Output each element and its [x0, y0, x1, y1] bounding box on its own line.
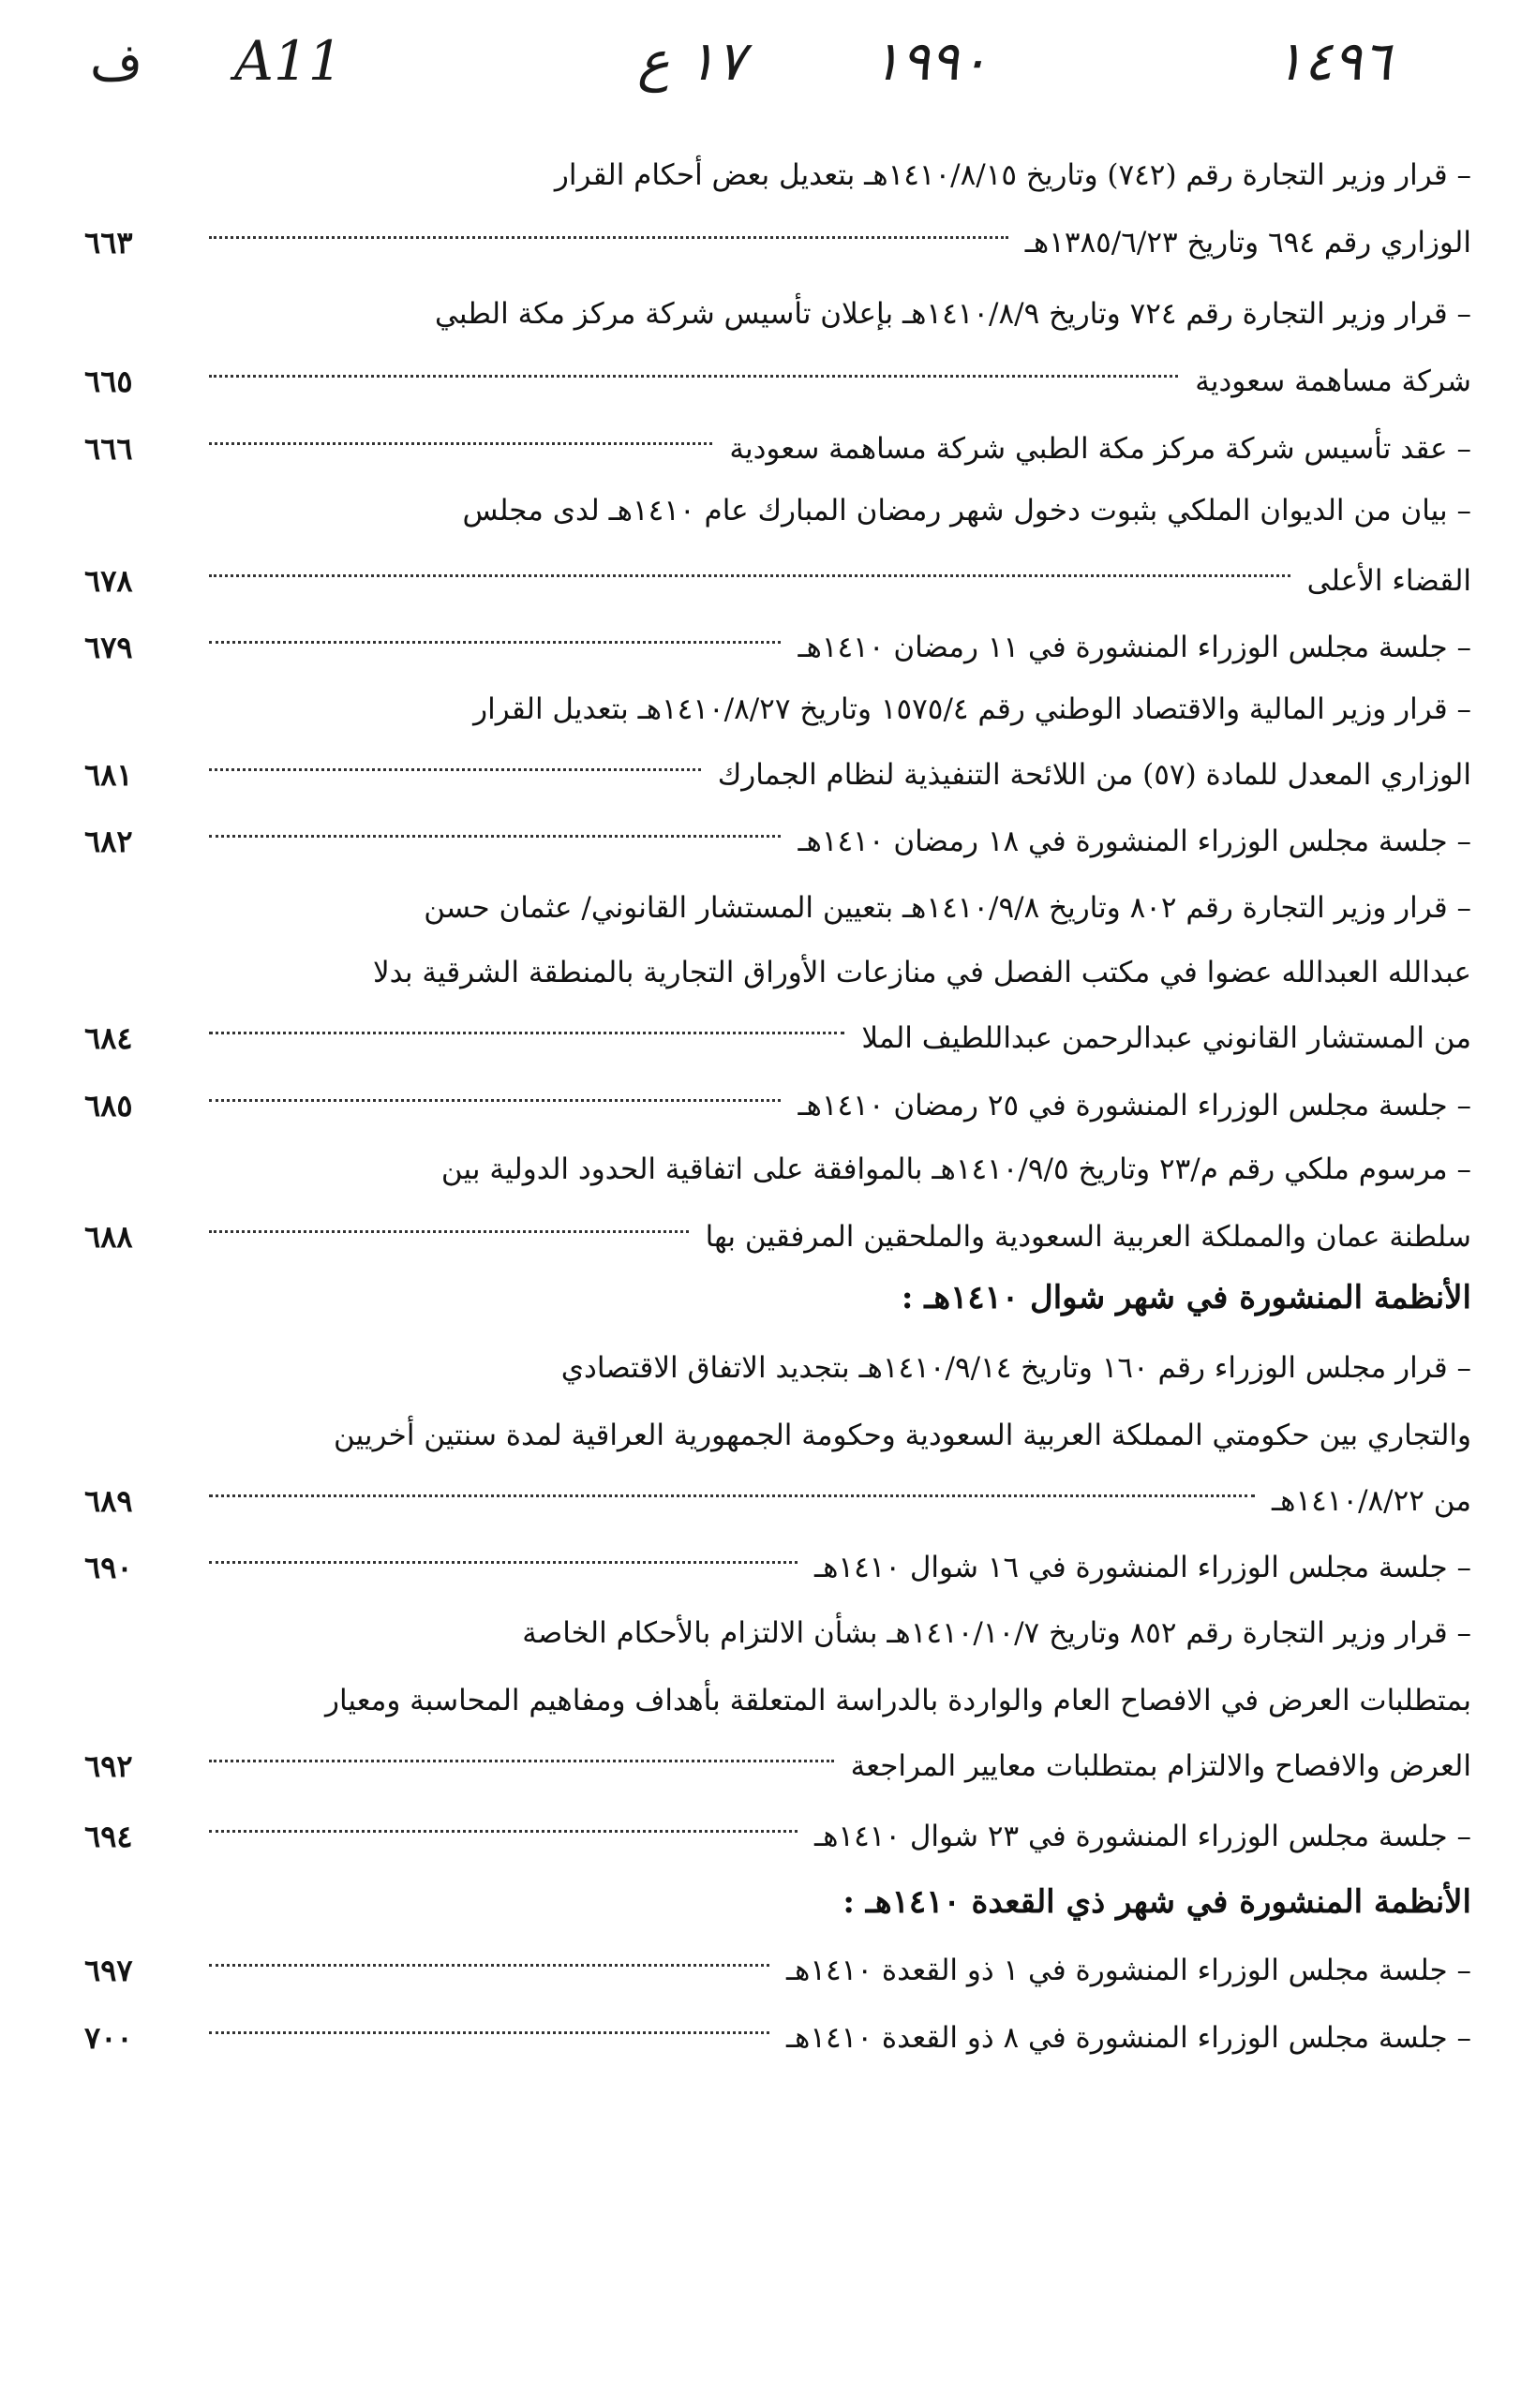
dot-leader: [209, 442, 712, 445]
dot-leader: [209, 1561, 798, 1564]
dot-leader: [209, 574, 1290, 577]
toc-entry-text: – قرار وزير التجارة رقم (٧٤٢) وتاريخ ١٤١٠/٨/١٥هـ بتعديل بعض أحكام القرار: [554, 158, 1471, 192]
page-number: ٦٦٣: [84, 225, 133, 260]
toc-entry: [84, 742, 1471, 808]
toc-entry: [84, 1938, 1471, 2003]
toc-entry-text: – عقد تأسيس شركة مركز مكة الطبي شركة مساهمة سعودية: [729, 432, 1471, 466]
toc-entry-text: – جلسة مجلس الوزراء المنشورة في ٢٣ شوال ١٤١٠هـ: [813, 1820, 1471, 1853]
toc-entry: [84, 1733, 1471, 1799]
toc-entry-text: العرض والافصاح والالتزام بمتطلبات معايير المراجعة: [850, 1749, 1471, 1783]
toc-entry-text: من المستشار القانوني عبدالرحمن عبداللطيف الملا: [861, 1021, 1471, 1055]
page-number: ٦٨٢: [84, 824, 133, 859]
toc-entry-text: – قرار وزير التجارة رقم ٧٢٤ وتاريخ ١٤١٠/٨/٩هـ بإعلان تأسيس شركة مركز مكة الطبي: [435, 297, 1471, 331]
page-number: ٦٨٨: [84, 1219, 133, 1255]
toc-entry: [84, 809, 1471, 874]
toc-entry: [84, 1804, 1471, 1869]
dot-leader: [209, 1830, 798, 1833]
page-number: ٦٧٨: [84, 563, 133, 599]
toc-entry: [84, 416, 1471, 482]
toc-entry-text: الوزاري رقم ٦٩٤ وتاريخ ١٣٨٥/٦/٢٣هـ: [1024, 226, 1471, 260]
toc-entry-text: – جلسة مجلس الوزراء المنشورة في ٢٥ رمضان ١٤١٠هـ: [798, 1089, 1471, 1122]
toc-entry-text: – جلسة مجلس الوزراء المنشورة في ١٦ شوال ١٤١٠هـ: [813, 1551, 1471, 1584]
toc-entry: [84, 548, 1471, 614]
toc-entry-text: – جلسة مجلس الوزراء المنشورة في ١٨ رمضان ١٤١٠هـ: [798, 825, 1471, 858]
page-number: ٦٩٤: [84, 1819, 133, 1854]
toc-entry: [84, 1535, 1471, 1600]
toc-entry: [201, 875, 1471, 941]
toc-entry: [201, 1335, 1471, 1401]
toc-entry-text: سلطنة عمان والمملكة العربية السعودية والملحقين المرفقين بها: [705, 1220, 1471, 1254]
toc-entry-text: – مرسوم ملكي رقم م/٢٣ وتاريخ ١٤١٠/٩/٥هـ بالموافقة على اتفاقية الحدود الدولية بين: [440, 1152, 1471, 1186]
page-number: ٦٩٧: [84, 1953, 133, 1988]
toc-entry: [201, 281, 1471, 347]
toc-entry-text: القضاء الأعلى: [1306, 564, 1471, 598]
toc-entry: [201, 1600, 1471, 1666]
toc-entry-text: – بيان من الديوان الملكي بثبوت دخول شهر رمضان المبارك عام ١٤١٠هـ لدى مجلس: [462, 494, 1471, 528]
page-number: ٦٩٢: [84, 1748, 133, 1784]
toc-entry: [84, 1204, 1471, 1270]
toc-entry: [201, 142, 1471, 208]
handwritten-id: ١٤٩٦: [1275, 29, 1392, 93]
toc-entry-text: والتجاري بين حكومتي المملكة العربية السعودية وحكومة الجمهورية العراقية لمدة سنتين أخريين: [333, 1419, 1471, 1452]
page-number: ٧٠٠: [84, 2020, 133, 2056]
dot-leader: [209, 1230, 689, 1233]
dot-leader: [209, 236, 1008, 239]
toc-entry-text: – جلسة مجلس الوزراء المنشورة في ١ ذو القعدة ١٤١٠هـ: [785, 1954, 1471, 1987]
toc-entry: [201, 1137, 1471, 1202]
toc-entry: [84, 2005, 1471, 2071]
page-number: ٦٨٩: [84, 1483, 133, 1519]
toc-entry: [201, 940, 1471, 1005]
dot-leader: [209, 2031, 769, 2034]
page-number: ٦٦٥: [84, 364, 133, 399]
page-number: ٦٦٦: [84, 431, 133, 467]
dot-leader: [209, 641, 781, 644]
page-number: ٦٩٠: [84, 1550, 133, 1585]
toc-entry: [201, 676, 1471, 742]
toc-entry: [201, 1403, 1471, 1468]
dot-leader: [209, 1032, 844, 1034]
page-number: ٦٧٩: [84, 630, 133, 665]
dot-leader: [209, 835, 781, 838]
toc-entry-text: – جلسة مجلس الوزراء المنشورة في ١١ رمضان ١٤١٠هـ: [798, 631, 1471, 664]
handwritten-year: ١٩٩٠: [872, 29, 989, 93]
toc-entry-text: شركة مساهمة سعودية: [1195, 364, 1471, 398]
page-number: ٦٨٥: [84, 1088, 133, 1123]
toc-entry: [84, 210, 1471, 275]
toc-entry-text: الأنظمة المنشورة في شهر ذي القعدة ١٤١٠هـ :: [843, 1883, 1471, 1921]
page-number: ٦٨١: [84, 757, 133, 793]
dot-leader: [209, 1760, 834, 1762]
toc-entry: [201, 1668, 1471, 1733]
toc-entry-text: – قرار وزير التجارة رقم ٨٥٢ وتاريخ ١٤١٠/١٠/٧هـ بشأن الالتزام بالأحكام الخاصة: [522, 1616, 1471, 1650]
toc-entry-text: – جلسة مجلس الوزراء المنشورة في ٨ ذو القعدة ١٤١٠هـ: [785, 2021, 1471, 2055]
toc-entry-text: – قرار مجلس الوزراء رقم ١٦٠ وتاريخ ١٤١٠/٩/١٤هـ بتجديد الاتفاق الاقتصادي: [560, 1351, 1471, 1385]
toc-entry: [201, 478, 1471, 543]
toc-entry: [84, 1073, 1471, 1138]
toc-entry: [84, 615, 1471, 680]
handwritten-letter: ف: [90, 33, 142, 92]
dot-leader: [209, 1964, 769, 1967]
section-heading: [201, 1265, 1471, 1330]
handwritten-code: A11: [234, 29, 343, 93]
toc-entry: [84, 1005, 1471, 1071]
dot-leader: [209, 1494, 1255, 1497]
toc-entry-text: الأنظمة المنشورة في شهر شوال ١٤١٠هـ :: [901, 1279, 1471, 1316]
toc-entry-text: من ١٤١٠/٨/٢٢هـ: [1272, 1484, 1471, 1518]
dot-leader: [209, 768, 701, 771]
toc-entry-text: الوزاري المعدل للمادة (٥٧) من اللائحة التنفيذية لنظام الجمارك: [717, 758, 1471, 792]
toc-entry-text: – قرار وزير التجارة رقم ٨٠٢ وتاريخ ١٤١٠/٩/٨هـ بتعيين المستشار القانوني/ عثمان حسن: [424, 891, 1471, 925]
dot-leader: [209, 375, 1178, 378]
toc-entry: [84, 349, 1471, 414]
toc-entry-text: بمتطلبات العرض في الافصاح العام والواردة بالدراسة المتعلقة بأهداف ومفاهيم المحاسبة ومعيار: [325, 1684, 1471, 1717]
page-number: ٦٨٤: [84, 1020, 133, 1056]
toc-entry: [84, 1468, 1471, 1534]
toc-entry-text: – قرار وزير المالية والاقتصاد الوطني رقم ١٥٧٥/٤ وتاريخ ١٤١٠/٨/٢٧هـ بتعديل القرار: [473, 692, 1471, 726]
dot-leader: [209, 1099, 781, 1102]
section-heading: [201, 1869, 1471, 1935]
toc-entry-text: عبدالله العبدالله عضوا في مكتب الفصل في منازعات الأوراق التجارية بالمنطقة الشرقية بدلا: [372, 956, 1471, 989]
handwritten-date: ١٧ ع: [637, 29, 746, 93]
